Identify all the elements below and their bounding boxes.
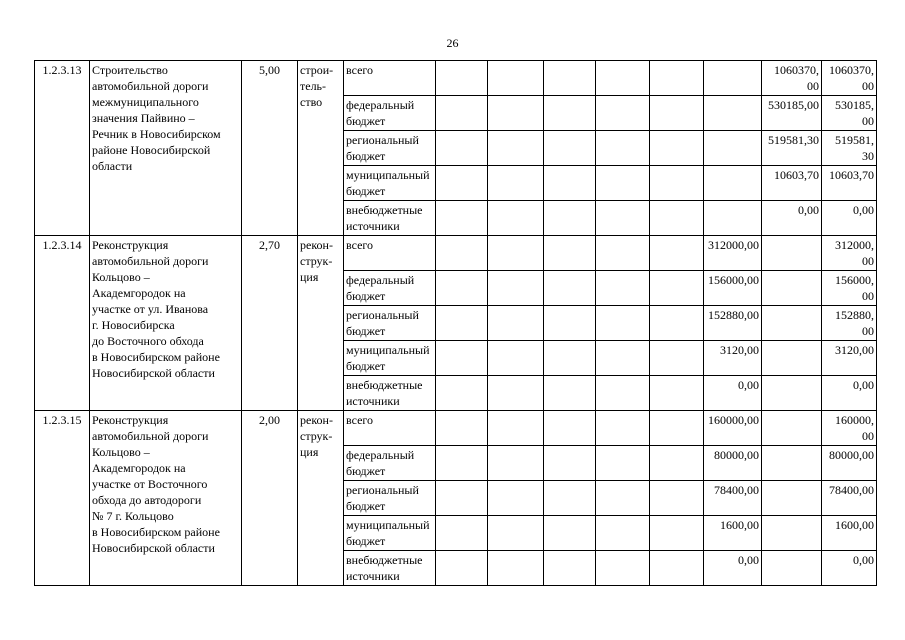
empty-cell: [596, 446, 650, 481]
empty-cell: [544, 201, 596, 236]
empty-cell: [544, 96, 596, 131]
amount-cell: [762, 376, 822, 411]
amount-cell: [704, 166, 762, 201]
empty-cell: [596, 201, 650, 236]
amount-cell: [762, 341, 822, 376]
empty-cell: [488, 201, 544, 236]
empty-cell: [488, 481, 544, 516]
item-length: 5,00: [242, 61, 298, 236]
amount-cell: 519581,30: [762, 131, 822, 166]
amount-cell: [762, 306, 822, 341]
empty-cell: [436, 446, 488, 481]
work-type: строи- тель- ство: [298, 61, 344, 236]
total-cell: 0,00: [822, 376, 877, 411]
empty-cell: [596, 131, 650, 166]
amount-cell: 10603,70: [762, 166, 822, 201]
amount-cell: 152880,00: [704, 306, 762, 341]
empty-cell: [650, 131, 704, 166]
empty-cell: [596, 271, 650, 306]
empty-cell: [488, 96, 544, 131]
empty-cell: [596, 96, 650, 131]
empty-cell: [436, 201, 488, 236]
funding-source: муниципальный бюджет: [344, 516, 436, 551]
amount-cell: [762, 236, 822, 271]
item-code: 1.2.3.13: [35, 61, 90, 236]
work-type: рекон- струк- ция: [298, 236, 344, 411]
total-cell: 3120,00: [822, 341, 877, 376]
empty-cell: [488, 236, 544, 271]
empty-cell: [544, 61, 596, 96]
empty-cell: [650, 341, 704, 376]
empty-cell: [650, 271, 704, 306]
empty-cell: [488, 131, 544, 166]
empty-cell: [488, 341, 544, 376]
empty-cell: [488, 446, 544, 481]
empty-cell: [650, 411, 704, 446]
empty-cell: [488, 271, 544, 306]
empty-cell: [544, 376, 596, 411]
empty-cell: [596, 61, 650, 96]
empty-cell: [436, 411, 488, 446]
empty-cell: [596, 341, 650, 376]
empty-cell: [544, 551, 596, 586]
funding-source: всего: [344, 411, 436, 446]
table-row: [35, 236, 877, 271]
total-cell: 312000, 00: [822, 236, 877, 271]
item-code: 1.2.3.15: [35, 411, 90, 586]
funding-source: федеральный бюджет: [344, 271, 436, 306]
work-type: рекон- струк- ция: [298, 411, 344, 586]
empty-cell: [544, 306, 596, 341]
empty-cell: [436, 96, 488, 131]
funding-source: региональный бюджет: [344, 306, 436, 341]
funding-source: внебюджетные источники: [344, 201, 436, 236]
empty-cell: [436, 376, 488, 411]
empty-cell: [650, 166, 704, 201]
funding-source: всего: [344, 61, 436, 96]
amount-cell: 530185,00: [762, 96, 822, 131]
item-name: Реконструкция автомобильной дороги Кольцово – Академгородок на участке от ул. Иванова г. Новосибирска до Восточного обхода в Новосибирском районе Новосибирской области: [90, 236, 242, 411]
item-name: Реконструкция автомобильной дороги Кольцово – Академгородок на участке от Восточного обхода до автодороги № 7 г. Кольцово в Новосибирском районе Новосибирской области: [90, 411, 242, 586]
empty-cell: [488, 516, 544, 551]
amount-cell: [762, 551, 822, 586]
item-code: 1.2.3.14: [35, 236, 90, 411]
empty-cell: [544, 516, 596, 551]
empty-cell: [488, 551, 544, 586]
amount-cell: 156000,00: [704, 271, 762, 306]
empty-cell: [544, 236, 596, 271]
empty-cell: [650, 61, 704, 96]
empty-cell: [436, 131, 488, 166]
funding-source: муниципальный бюджет: [344, 341, 436, 376]
amount-cell: [762, 446, 822, 481]
amount-cell: 3120,00: [704, 341, 762, 376]
total-cell: 78400,00: [822, 481, 877, 516]
financing-table: [34, 60, 877, 586]
empty-cell: [650, 236, 704, 271]
total-cell: 1060370, 00: [822, 61, 877, 96]
total-cell: 0,00: [822, 201, 877, 236]
total-cell: 80000,00: [822, 446, 877, 481]
amount-cell: [762, 411, 822, 446]
empty-cell: [650, 481, 704, 516]
item-name: Строительство автомобильной дороги межмуниципального значения Пайвино – Речник в Новосибирском районе Новосибирской области: [90, 61, 242, 236]
page-number: 26: [446, 36, 459, 50]
empty-cell: [650, 446, 704, 481]
funding-source: внебюджетные источники: [344, 551, 436, 586]
amount-cell: 78400,00: [704, 481, 762, 516]
empty-cell: [650, 201, 704, 236]
total-cell: 530185, 00: [822, 96, 877, 131]
amount-cell: 0,00: [704, 376, 762, 411]
amount-cell: 1060370, 00: [762, 61, 822, 96]
total-cell: 519581, 30: [822, 131, 877, 166]
empty-cell: [488, 306, 544, 341]
empty-cell: [436, 516, 488, 551]
empty-cell: [650, 376, 704, 411]
empty-cell: [436, 481, 488, 516]
empty-cell: [488, 376, 544, 411]
funding-source: федеральный бюджет: [344, 446, 436, 481]
table-row: [35, 411, 877, 446]
total-cell: 1600,00: [822, 516, 877, 551]
empty-cell: [488, 411, 544, 446]
empty-cell: [436, 271, 488, 306]
empty-cell: [650, 551, 704, 586]
item-length: 2,70: [242, 236, 298, 411]
empty-cell: [650, 516, 704, 551]
empty-cell: [436, 61, 488, 96]
amount-cell: 1600,00: [704, 516, 762, 551]
amount-cell: 0,00: [762, 201, 822, 236]
amount-cell: [762, 516, 822, 551]
amount-cell: 160000,00: [704, 411, 762, 446]
empty-cell: [596, 411, 650, 446]
empty-cell: [544, 446, 596, 481]
empty-cell: [544, 481, 596, 516]
empty-cell: [544, 341, 596, 376]
funding-source: федеральный бюджет: [344, 96, 436, 131]
empty-cell: [596, 376, 650, 411]
amount-cell: 312000,00: [704, 236, 762, 271]
empty-cell: [488, 61, 544, 96]
empty-cell: [544, 131, 596, 166]
total-cell: 160000, 00: [822, 411, 877, 446]
total-cell: 0,00: [822, 551, 877, 586]
empty-cell: [544, 166, 596, 201]
funding-source: муниципальный бюджет: [344, 166, 436, 201]
amount-cell: [704, 61, 762, 96]
empty-cell: [544, 271, 596, 306]
amount-cell: 80000,00: [704, 446, 762, 481]
total-cell: 156000, 00: [822, 271, 877, 306]
amount-cell: 0,00: [704, 551, 762, 586]
total-cell: 152880, 00: [822, 306, 877, 341]
empty-cell: [488, 166, 544, 201]
funding-source: региональный бюджет: [344, 131, 436, 166]
empty-cell: [650, 96, 704, 131]
empty-cell: [596, 236, 650, 271]
empty-cell: [436, 306, 488, 341]
empty-cell: [596, 516, 650, 551]
empty-cell: [596, 166, 650, 201]
amount-cell: [762, 271, 822, 306]
funding-source: всего: [344, 236, 436, 271]
amount-cell: [762, 481, 822, 516]
item-length: 2,00: [242, 411, 298, 586]
empty-cell: [436, 236, 488, 271]
amount-cell: [704, 201, 762, 236]
total-cell: 10603,70: [822, 166, 877, 201]
empty-cell: [436, 341, 488, 376]
table-body: [35, 61, 877, 586]
empty-cell: [596, 481, 650, 516]
table-row: [35, 61, 877, 96]
funding-source: внебюджетные источники: [344, 376, 436, 411]
funding-source: региональный бюджет: [344, 481, 436, 516]
amount-cell: [704, 96, 762, 131]
empty-cell: [650, 306, 704, 341]
empty-cell: [436, 166, 488, 201]
amount-cell: [704, 131, 762, 166]
empty-cell: [436, 551, 488, 586]
empty-cell: [596, 306, 650, 341]
empty-cell: [544, 411, 596, 446]
empty-cell: [596, 551, 650, 586]
